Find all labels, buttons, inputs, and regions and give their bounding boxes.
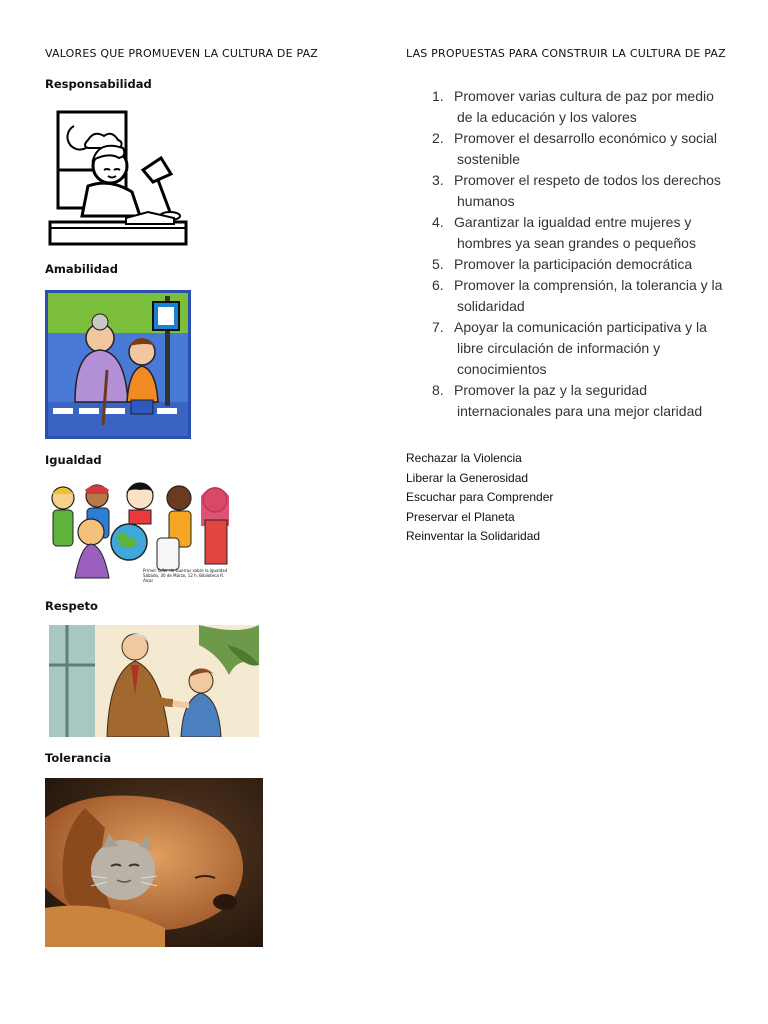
proposal-item bbox=[432, 254, 752, 275]
slogan-item: Escuchar para Comprender bbox=[406, 490, 554, 505]
proposal-text: internacionales para una mejor claridad bbox=[457, 403, 703, 419]
value-label-respeto: Respeto bbox=[45, 599, 98, 613]
values-heading: VALORES QUE PROMUEVEN LA CULTURA DE PAZ bbox=[45, 47, 319, 60]
proposal-text: Apoyar la comunicación participativa y la bbox=[454, 319, 707, 335]
proposal-text: Promover el respeto de todos los derechos bbox=[454, 172, 721, 188]
proposal-item bbox=[432, 317, 752, 380]
proposal-item bbox=[432, 212, 752, 254]
proposal-text: Promover la participación democrática bbox=[454, 256, 693, 272]
proposal-number: 1. bbox=[432, 88, 444, 104]
slogan-item: Rechazar la Violencia bbox=[406, 451, 522, 465]
slogan-item: Preservar el Planeta bbox=[406, 509, 515, 524]
proposal-text: de la educación y los valores bbox=[457, 109, 637, 125]
slogan-item: Liberar la Generosidad bbox=[406, 470, 529, 485]
igualdad-image bbox=[45, 480, 237, 584]
proposal-number: 6. bbox=[432, 277, 444, 293]
proposal-text: Promover varias cultura de paz por medio bbox=[454, 88, 714, 104]
proposal-item bbox=[432, 380, 752, 422]
value-label-igualdad: Igualdad bbox=[45, 453, 102, 467]
proposal-text: Promover la comprensión, la tolerancia y la bbox=[454, 277, 723, 293]
proposal-text: Promover la paz y la seguridad bbox=[454, 382, 647, 398]
proposal-number: 7. bbox=[432, 319, 444, 335]
proposal-text: conocimientos bbox=[457, 361, 547, 377]
proposal-item bbox=[432, 275, 752, 317]
proposals-list bbox=[432, 86, 752, 422]
proposal-item bbox=[432, 170, 752, 212]
proposal-item bbox=[432, 86, 752, 128]
proposals-heading: LAS PROPUESTAS PARA CONSTRUIR LA CULTURA DE PAZ bbox=[406, 47, 726, 60]
value-label-amabilidad: Amabilidad bbox=[45, 262, 118, 276]
proposal-text: Promover el desarrollo económico y social bbox=[454, 130, 717, 146]
proposal-text: libre circulación de información y bbox=[457, 340, 661, 356]
value-label-responsabilidad: Responsabilidad bbox=[45, 77, 152, 91]
tolerancia-image bbox=[45, 778, 263, 947]
proposal-text: humanos bbox=[457, 193, 515, 209]
proposal-number: 8. bbox=[432, 382, 444, 398]
value-label-tolerancia: Tolerancia bbox=[45, 751, 112, 765]
respeto-image bbox=[49, 625, 259, 737]
proposal-item bbox=[432, 128, 752, 170]
amabilidad-image bbox=[45, 290, 191, 439]
proposal-number: 5. bbox=[432, 256, 444, 272]
slogans-list bbox=[406, 449, 553, 547]
values-column bbox=[45, 46, 365, 765]
proposal-number: 2. bbox=[432, 130, 444, 146]
slogan-item: Reinventar la Solidaridad bbox=[406, 529, 541, 544]
proposal-number: 3. bbox=[432, 172, 444, 188]
proposal-text: Garantizar la igualdad entre mujeres y bbox=[454, 214, 692, 230]
proposal-text: sostenible bbox=[457, 151, 521, 167]
responsabilidad-image bbox=[48, 110, 188, 250]
proposal-text: solidaridad bbox=[457, 298, 525, 314]
igualdad-caption: Primer Taller de Guerras sobre la Igualdad Sábado, 30 de Marzo, 12 h. Biblioteca R. Alcar bbox=[143, 568, 228, 583]
proposals-column bbox=[406, 46, 746, 544]
proposal-text: hombres ya sean grandes o pequeños bbox=[457, 235, 696, 251]
proposal-number: 4. bbox=[432, 214, 444, 230]
